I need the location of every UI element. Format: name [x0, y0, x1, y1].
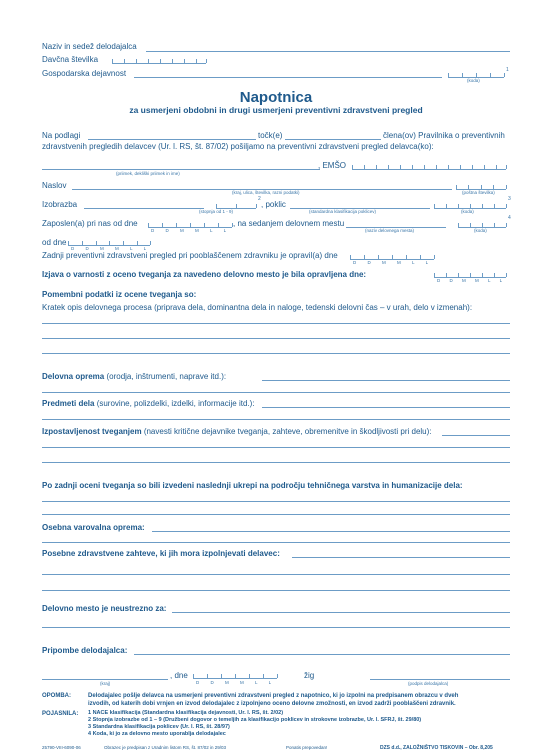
- note-line-2: izvodih, od katerih dobi vrnjen en izvod delodajalec z izpolnjeno oceno delovne zmožnosti, en izvod zadrži pooblaščeni zdravnik.: [88, 701, 456, 707]
- workplace-code-hint: (koda): [474, 228, 487, 233]
- workplace-hint: (naziv delovnega mesta): [365, 228, 415, 233]
- explanation-3: 3 Standardna klasifikacija poklicev (Ur. l. RS, št. 28/97): [88, 724, 230, 730]
- signature-line[interactable]: [370, 679, 510, 680]
- explanation-2: 2 Stopnja izobrazbe od 1 – 9 (Družbeni dogovor o temeljih za klasifikacijo poklicev in strokovne izobrazbe, Ur. l. SFRJ, št. 29/80): [88, 717, 422, 723]
- unsuitable-line-1[interactable]: [172, 612, 510, 613]
- intro-line2: zdravstvenih pregledih delavcev (Ur. l. RS, št. 87/02) pošiljamo na preventivni zdravstveni pregled delavca(ko):: [42, 142, 434, 151]
- reprint-notice: Ponatis prepovedan!: [286, 745, 328, 750]
- exposure-label: Izpostavljenost tveganjem (navesti kritične dejavnike tveganja, zahteve, obremenitve in škodljivosti pri delu):: [42, 427, 432, 436]
- education-level-boxes[interactable]: [216, 200, 256, 209]
- unsuitable-line-2[interactable]: [42, 627, 510, 628]
- remarks-line-1[interactable]: [134, 654, 510, 655]
- note-label: OPOMBA:: [42, 693, 71, 699]
- place-hint: (kraj): [100, 681, 111, 686]
- note-line-1: Delodajalec pošlje delavca na usmerjeni preventivni zdravstveni pregled z napotnico, ki jo izpolni na predpisanem obrazcu v dveh: [88, 693, 459, 699]
- equipment-line-2[interactable]: [42, 392, 510, 393]
- process-description-label: Kratek opis delovnega procesa (priprava dela, dominantna dela in naloge, tedenski delovni čas – v urah, delo v izmenah):: [42, 303, 473, 312]
- employer-name-label: Naziv in sedež delodajalca: [42, 42, 137, 51]
- worker-name-line[interactable]: [42, 169, 320, 170]
- employed-since-label: Zaposlen(a) pri nas od dne: [42, 219, 138, 228]
- work-objects-label: Predmeti dela (surovine, polizdelki, izdelki, informacije itd.):: [42, 399, 255, 408]
- from-date-boxes[interactable]: [68, 237, 150, 246]
- explanation-1: 1 NACE klasifikacija (Standardna klasifikacija dejavnosti, Ur. l. RS, št. 2/02): [88, 710, 284, 716]
- place-line[interactable]: [42, 679, 168, 680]
- form-code: 25790-VIII-6090-06: [42, 745, 81, 750]
- worker-name-hint: (priimek, dekliški priimek in ime): [116, 171, 180, 176]
- from-date-format: D D M M L L: [71, 246, 152, 251]
- explanation-4: 4 Koda, ki jo za delovno mesto uporablja delodajalec: [88, 731, 226, 737]
- risk-statement-date-format: D D M M L L: [437, 278, 507, 283]
- intro-articles: člena(ov) Pravilnika o preventivnih: [383, 131, 505, 140]
- signature-date-format: D D M M L L: [196, 680, 277, 685]
- risk-statement-date-boxes[interactable]: [434, 269, 506, 278]
- form-subtitle: za usmerjeni obdobni in drugi usmerjeni preventivni zdravstveni pregled: [129, 105, 423, 115]
- unsuitable-for-label: Delovno mesto je neustrezno za:: [42, 604, 167, 613]
- employed-date-format: D D M M L L: [151, 228, 232, 233]
- important-data-heading: Pomembni podatki iz ocene tveganja so:: [42, 290, 197, 299]
- education-level-hint: (stopnja od 1 - 9): [199, 209, 234, 214]
- employed-date-boxes[interactable]: [148, 219, 232, 228]
- activity-label: Gospodarska dejavnost: [42, 69, 127, 78]
- profession-hint: (standardna klasifikacija poklicev): [309, 209, 377, 214]
- employer-name-line[interactable]: [146, 51, 510, 52]
- work-objects-line-2[interactable]: [42, 419, 510, 420]
- process-line-3[interactable]: [42, 353, 510, 354]
- intro-on-basis: Na podlagi: [42, 131, 81, 140]
- last-exam-date-format: D D M M L L: [353, 260, 434, 265]
- footnote-3: 3: [508, 196, 511, 202]
- legal-basis: Obrazec je predpisan z Uradnim listom RS, št. 87/02 in 29/03: [104, 745, 227, 750]
- address-label: Naslov: [42, 181, 67, 190]
- activity-code-hint: (koda): [467, 78, 480, 83]
- education-line[interactable]: [84, 208, 204, 209]
- process-line-1[interactable]: [42, 323, 510, 324]
- last-exam-date-boxes[interactable]: [350, 251, 434, 260]
- workplace-label: , na sedanjem delovnem mestu: [233, 219, 345, 228]
- tax-number-label: Davčna številka: [42, 55, 99, 64]
- address-hint: (kraj, ulica, številka, razni podatki): [232, 190, 300, 195]
- points-line[interactable]: [88, 139, 256, 140]
- health-line-3[interactable]: [42, 590, 510, 591]
- equipment-line-1[interactable]: [262, 380, 510, 381]
- equipment-label: Delovna oprema (orodja, inštrumenti, naprave itd.):: [42, 372, 227, 381]
- signature-hint: (podpis delodajalca): [408, 681, 449, 686]
- workplace-code-boxes[interactable]: [458, 219, 506, 228]
- postal-code-hint: (poštna številka): [462, 190, 495, 195]
- ppe-line-2[interactable]: [42, 542, 510, 543]
- explanations-label: POJASNILA:: [42, 711, 79, 717]
- intro-points: točk(e): [258, 131, 283, 140]
- activity-line[interactable]: [134, 77, 442, 78]
- profession-code-boxes[interactable]: [434, 200, 506, 209]
- activity-code-boxes[interactable]: [448, 69, 504, 78]
- measures-line-2[interactable]: [42, 514, 510, 515]
- footnote-4: 4: [508, 215, 511, 221]
- remarks-label: Pripombe delodajalca:: [42, 646, 128, 655]
- form-title: Napotnica: [239, 89, 313, 106]
- education-label: Izobrazba: [42, 200, 78, 209]
- process-line-2[interactable]: [42, 338, 510, 339]
- exposure-line-3[interactable]: [42, 462, 510, 463]
- measures-line-1[interactable]: [42, 501, 510, 502]
- stamp-label: žig: [304, 671, 315, 680]
- signature-date-boxes[interactable]: [193, 670, 277, 679]
- exposure-line-2[interactable]: [42, 447, 510, 448]
- profession-label: , poklic: [261, 200, 286, 209]
- health-line-1[interactable]: [292, 557, 510, 558]
- postal-code-boxes[interactable]: [456, 181, 506, 190]
- profession-code-hint: (koda): [461, 209, 474, 214]
- last-exam-label: Zadnji preventivni zdravstveni pregled pri pooblaščenem zdravniku je opravil(a) dne: [42, 251, 338, 260]
- articles-line[interactable]: [285, 139, 381, 140]
- from-date-label: od dne: [42, 238, 67, 247]
- health-line-2[interactable]: [42, 574, 510, 575]
- ppe-line-1[interactable]: [152, 531, 510, 532]
- work-objects-line-1[interactable]: [262, 407, 510, 408]
- emso-label: , EMŠO: [318, 161, 347, 170]
- health-requirements-label: Posebne zdravstvene zahteve, ki jih mora izpolnjevati delavec:: [42, 549, 280, 558]
- tax-number-boxes[interactable]: [112, 55, 206, 64]
- emso-boxes[interactable]: [352, 161, 506, 170]
- publisher: DZS d.d., ZALOŽNIŠTVO TISKOVIN – Obr. 8,205: [380, 745, 493, 751]
- date-label: , dne: [170, 671, 188, 680]
- risk-statement-label: Izjava o varnosti z oceno tveganja za navedeno delovno mesto je bila opravljena dne:: [42, 270, 367, 279]
- footnote-1: 1: [506, 67, 509, 73]
- ppe-label: Osebna varovalna oprema:: [42, 523, 145, 532]
- footnote-2: 2: [258, 196, 261, 202]
- measures-label: Po zadnji oceni tveganja so bili izvedeni naslednji ukrepi na področju tehničnega varstva in humanizacije dela:: [42, 481, 463, 490]
- exposure-line-1[interactable]: [442, 435, 510, 436]
